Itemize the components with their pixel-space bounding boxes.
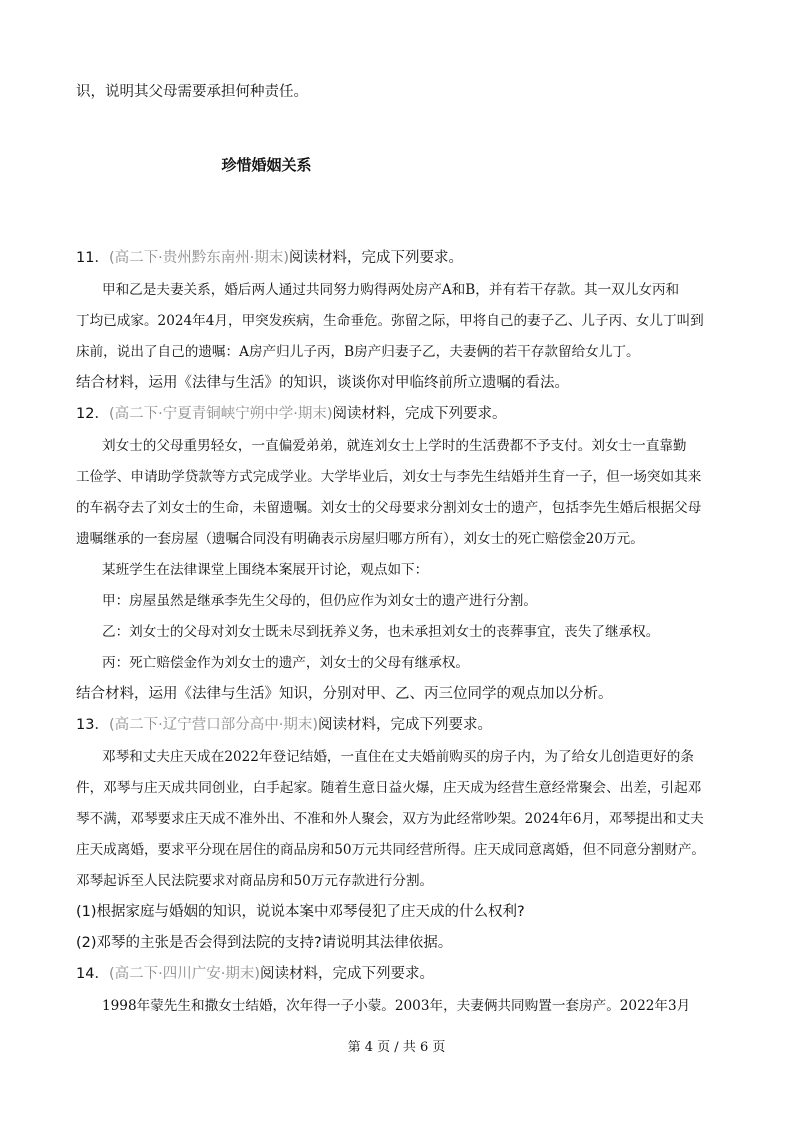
material-line: 刘女士的父母重男轻女，一直偏爱弟弟，就连刘女士上学时的生活费都不予支付。刘女士一直靠勤 xyxy=(102,438,687,454)
question-instruction: 阅读材料，完成下列要求。 xyxy=(288,250,463,266)
material-line: 1998年蒙先生和撒女士结婚，次年得一子小蒙。2003年，夫妻俩共同购置一套房产。2022年3月 xyxy=(102,998,691,1014)
material-line: 庄天成离婚，要求平分现在居住的商品房和50万元共同经营所得。庄天成同意离婚，但不同意分割财产。 xyxy=(76,842,706,858)
material-line: 甲和乙是夫妻关系，婚后两人通过共同努力购得两处房产A和B，并有若干存款。其一双儿女丙和 xyxy=(102,282,680,298)
question-task: 结合材料，运用《法律与生活》的知识，谈谈你对甲临终前所立遗嘱的看法。 xyxy=(76,375,569,391)
question-source: (高二下·四川广安·期末) xyxy=(108,966,260,982)
question-13-header xyxy=(76,715,492,735)
material-line: 邓琴和丈夫庄天成在2022年登记结婚，一直住在丈夫婚前购买的房子内，为了给女儿创造更好的条 xyxy=(102,749,694,765)
material-line: 某班学生在法律课堂上围绕本案展开讨论，观点如下： xyxy=(102,562,429,578)
page-footer: 第 4 页 / 共 6 页 xyxy=(347,1040,446,1055)
question-instruction: 阅读材料，完成下列要求。 xyxy=(260,966,434,982)
material-line: 丙：死亡赔偿金作为刘女士的遗产，刘女士的父母有继承权。 xyxy=(102,655,470,671)
question-11-header xyxy=(76,248,463,268)
section-title: 珍惜婚姻关系 xyxy=(221,156,312,174)
material-line: 床前，说出了自己的遗嘱：A房产归儿子丙，B房产归妻子乙，夫妻俩的若干存款留给女儿丁。 xyxy=(76,344,640,360)
material-line: 件，邓琴与庄天成共同创业，白手起家。随着生意日益火爆，庄天成为经营生意经常聚会、出差，引起邓 xyxy=(76,780,702,796)
question-number: 14． xyxy=(76,966,109,982)
material-line: 丁均已成家。2024年4月，甲突发疾病，生命垂危。弥留之际，甲将自己的妻子乙、儿子丙、女儿丁叫到 xyxy=(76,313,704,329)
material-line: 乙：刘女士的父母对刘女士既未尽到抚养义务，也未承担刘女士的丧葬事宜，丧失了继承权。 xyxy=(102,624,660,640)
material-line: 甲：房屋虽然是继承李先生父母的，但仍应作为刘女士的遗产进行分割。 xyxy=(102,593,537,609)
question-instruction: 阅读材料，完成下列要求。 xyxy=(317,717,492,733)
question-source: (高二下·辽宁营口部分高中·期末) xyxy=(108,717,318,733)
question-12-header xyxy=(76,404,506,424)
material-line: 遗嘱继承的一套房屋（遗嘱合同没有明确表示房屋归哪方所有），刘女士的死亡赔偿金20万元。 xyxy=(76,531,644,547)
question-source: (高二下·贵州黔东南州·期末) xyxy=(108,250,289,266)
question-instruction: 阅读材料，完成下列要求。 xyxy=(332,406,507,422)
question-task: 结合材料，运用《法律与生活》知识，分别对甲、乙、丙三位同学的观点加以分析。 xyxy=(76,686,613,702)
intro-line: 识，说明其父母需要承担何种责任。 xyxy=(76,84,308,100)
material-line: 邓琴起诉至人民法院要求对商品房和50万元存款进行分割。 xyxy=(76,873,434,889)
question-number: 13． xyxy=(76,717,109,733)
question-task: (1)根据家庭与婚姻的知识，说说本案中邓琴侵犯了庄天成的什么权利? xyxy=(76,904,525,920)
question-14-header xyxy=(76,964,434,984)
question-number: 11． xyxy=(76,250,109,266)
material-line: 琴不满，邓琴要求庄天成不准外出、不准和外人聚会，双方为此经常吵架。2024年6月，邓琴提出和丈夫 xyxy=(76,811,704,827)
question-task: (2)邓琴的主张是否会得到法院的支持?请说明其法律依据。 xyxy=(76,935,453,951)
question-source: (高二下·宁夏青铜峡宁朔中学·期末) xyxy=(108,406,333,422)
question-number: 12． xyxy=(76,406,109,422)
material-line: 工俭学、申请助学贷款等方式完成学业。大学毕业后，刘女士与李先生结婚并生育一子，但一场突如其来 xyxy=(76,469,702,485)
material-line: 的车祸夺去了刘女士的生命，未留遗嘱。刘女士的父母要求分割刘女士的遗产，包括李先生婚后根据父母 xyxy=(76,500,702,516)
